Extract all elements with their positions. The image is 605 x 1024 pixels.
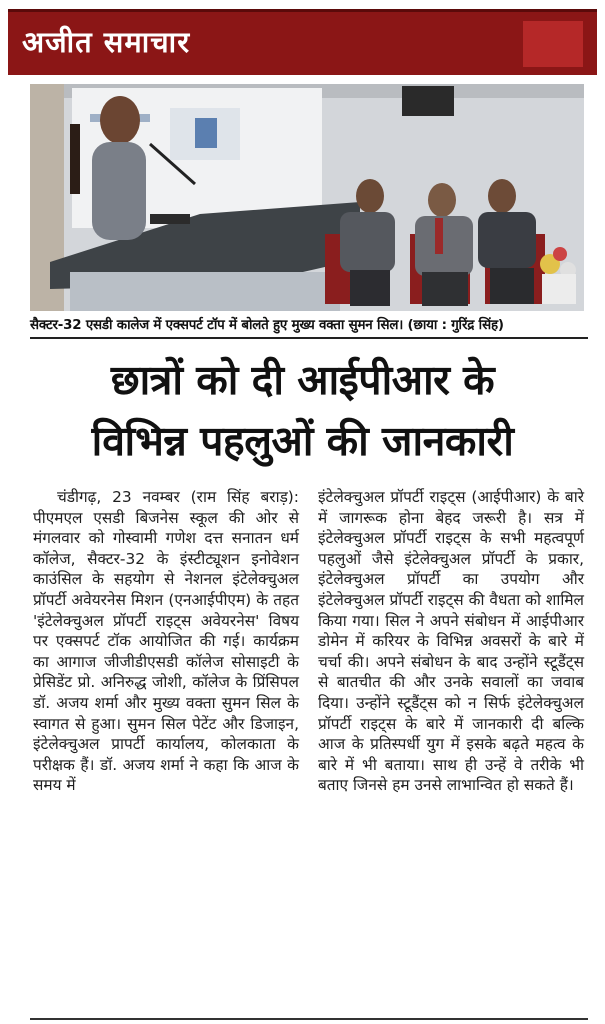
event-photo-illustration <box>30 84 584 311</box>
headline-line-1: छात्रों को दी आईपीआर के <box>110 356 495 404</box>
article-text-column-1: चंडीगढ़, 23 नवम्बर (राम सिंह बराड़): पीएमएल एसडी बिजनेस स्कूल की ओर से मंगलवार को गोस्वामी गणेश दत्त सनातन धर्म कॉलेज, सैक्टर-32 के इंस्टीट्यूशन इनोवेशन काउंसिल के सहयोग से नेशनल इंटेलेक्चुअल प्रॉपर्टी अवेयरनेस मिशन (एनआईपीएम) के तहत 'इंटेलेक्चुअल प्रॉपर्टी राइट्स अवेयरनेस' विषय पर एक्सपर्ट टॉक आयोजित की गई। कार्यक्रम का आगाज जीजीडीएसडी कॉलेज सोसाइटी के प्रेसिडेंट प्रो. अनिरुद्ध जोशी, कॉलेज के प्रिंसिपल डॉ. अजय शर्मा और मुख्य वक्ता सुमन सिल के स्वागत से हुआ। सुमन सिल पेटेंट और डिजाइन, इंटेलेक्चुअल प्रापर्टी कार्यालय, कोलकाता के परीक्षक हैं। डॉ. अजय शर्मा ने कहा कि आज के समय में <box>33 488 299 795</box>
masthead-decor-box <box>523 21 583 67</box>
podium-body <box>70 272 340 311</box>
panelist-2 <box>415 216 473 276</box>
wall-speaker <box>402 86 454 116</box>
article-text-column-2: इंटेलेक्चुअल प्रॉपर्टी राइट्स (आईपीआर) के बारे में जागरूक होना बेहद जरूरी है। सत्र में इंटेलेक्चुअल प्रॉपर्टी राइट्स के सभी महत्वपूर्ण पहलुओं जैसे इंटेलेक्चुअल प्रॉपर्टी के प्रकार, इंटेलेक्चुअल प्रॉपर्टी का उपयोग और इंटेलेक्चुअल प्रॉपर्टी राइट्स की वैधता को शामिल किया गया। सिल ने अपने संबोधन में आईपीआर डोमेन में करियर के विभिन्न अवसरों के बारे में चर्चा की। अपने संबोधन के बाद उन्होंने स्टूडैंट्स से बातचीत की और उनके सवालों का जवाब दिया। उन्होंने स्टूडैंट्स को न सिर्फ इंटेलेक्चुअल प्रॉपर्टी राइट्स के बारे में जानकारी दी बल्कि आज के प्रतिस्पर्धी युग में इसके बढ़ते महत्व के बारे में भी बताया। साथ ही उन्हें वे तरीके भी बताए जिनसे हम उनसे लाभान्वित हो सकते हैं। <box>318 488 584 795</box>
event-photo <box>30 84 584 311</box>
article-column-2 <box>318 487 584 796</box>
caption-divider <box>30 337 588 339</box>
panelist-3 <box>478 212 536 268</box>
headline-line-2: विभिन्न पहलुओं की जानकारी <box>91 417 514 465</box>
photo-caption: सैक्टर-32 एसडी कालेज में एक्सपर्ट टॉप में बोलते हुए मुख्य वक्ता सुमन सिल। (छाया : गुरिंद्र सिंह) <box>30 318 504 333</box>
panelist-1 <box>340 212 395 272</box>
newspaper-masthead <box>8 9 597 75</box>
speaker-body <box>92 142 146 240</box>
bottom-divider <box>30 1018 588 1020</box>
speaker-head <box>100 96 140 144</box>
newspaper-name: अजीत समाचार <box>22 25 191 59</box>
article-column-1 <box>33 487 299 796</box>
